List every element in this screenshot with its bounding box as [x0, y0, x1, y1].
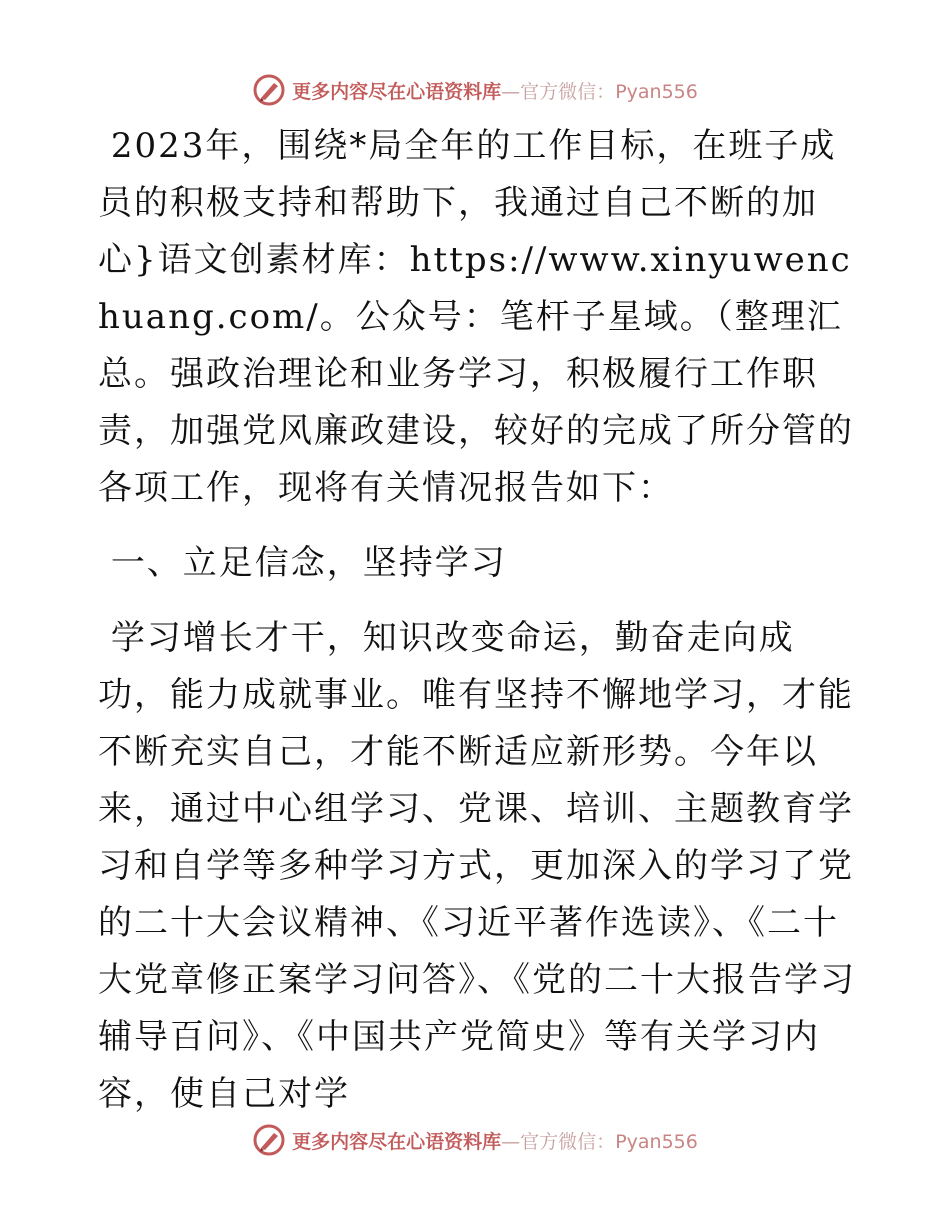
paragraph-intro: 2023年，围绕*局全年的工作目标，在班子成员的积极支持和帮助下，我通过自己不断的加心}语文创素材库：https://www.xinyuwenchuang.com/。公众号：笔杆子星域。（整理汇总。强政治理论和业务学习，积极履行工作职责，加强党风廉政建设，较好的完成了所分管的各项工作，现将有关情况报告如下： — [98, 126, 854, 508]
document-body — [98, 118, 858, 1123]
watermark-wechat-id: Pyan556 — [615, 80, 698, 103]
watermark-main: 更多内容尽在心语资料库 — [292, 1130, 502, 1153]
pen-seal-icon — [252, 1123, 286, 1157]
watermark-main: 更多内容尽在心语资料库 — [292, 80, 502, 103]
header-watermark — [0, 70, 950, 110]
watermark-text — [292, 1127, 698, 1154]
watermark-tail: 官方微信： — [520, 1130, 616, 1153]
section-heading: 一、立足信念，坚持学习 — [98, 543, 507, 583]
footer-watermark — [0, 1120, 950, 1160]
watermark-text — [292, 77, 698, 104]
pen-seal-icon — [252, 73, 286, 107]
watermark-wechat-id: Pyan556 — [615, 1130, 698, 1153]
watermark-dash: — — [501, 80, 521, 103]
watermark-tail: 官方微信： — [520, 80, 616, 103]
watermark-dash: — — [501, 1130, 521, 1153]
paragraph-study: 学习增长才干，知识改变命运，勤奋走向成功，能力成就事业。唯有坚持不懈地学习，才能不断充实自己，才能不断适应新形势。今年以来，通过中心组学习、党课、培训、主题教育学习和自学等多种学习方式，更加深入的学习了党的二十大会议精神、《习近平著作选读》、《二十大党章修正案学习问答》、《党的二十大报告学习辅导百问》、《中国共产党简史》等有关学习内容，使自己对学 — [98, 618, 856, 1114]
